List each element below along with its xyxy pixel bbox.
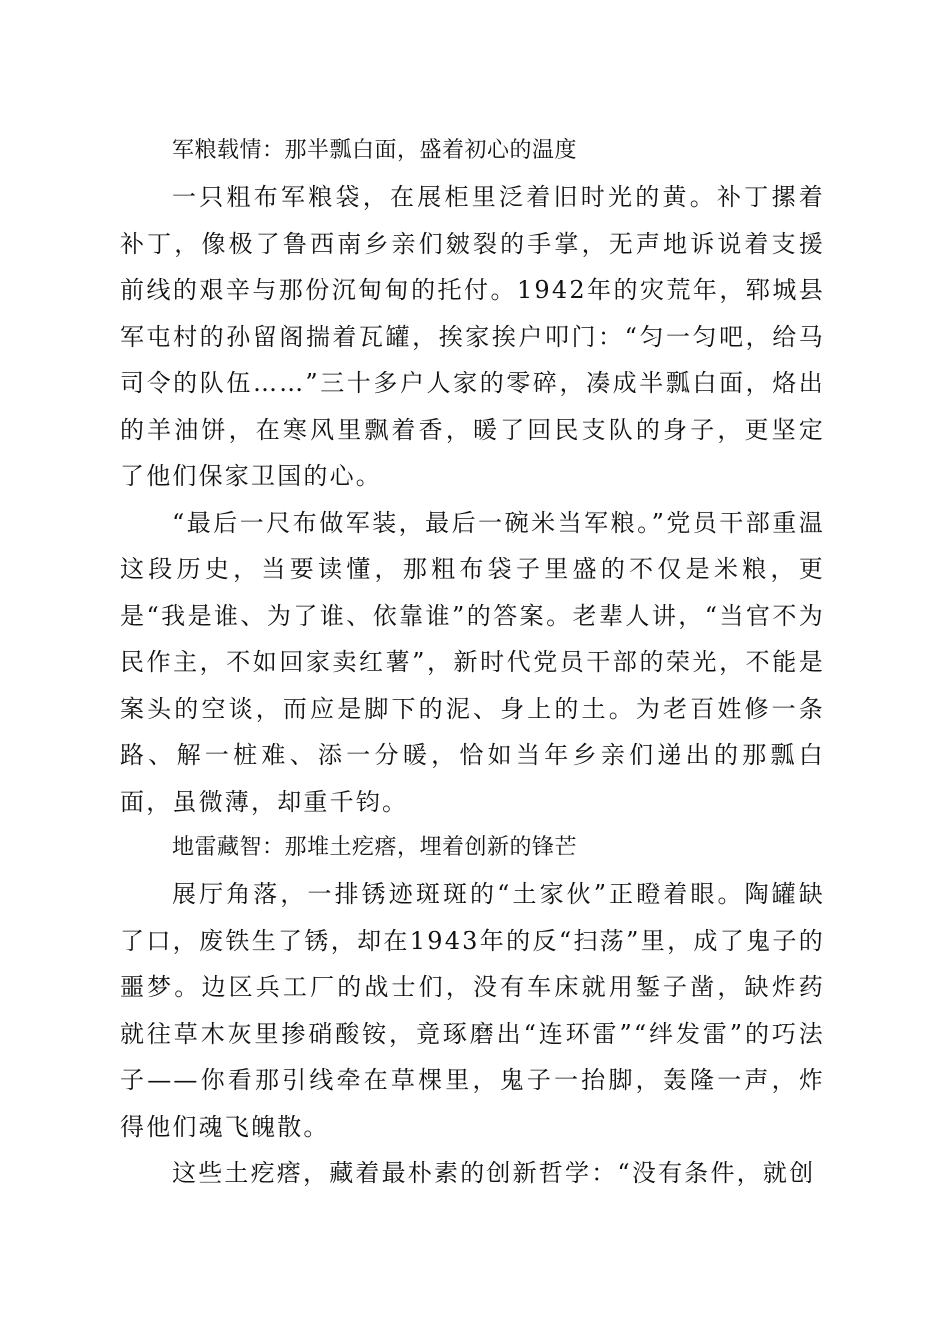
section-landmine-wisdom <box>120 825 825 1197</box>
paragraph: 一只粗布军粮袋，在展柜里泛着旧时光的黄。补丁摞着补丁，像极了鲁西南乡亲们皴裂的手掌，无声地诉说着支援前线的艰辛与那份沉甸甸的托付。1942年的灾荒年，郓城县军屯村的孙留阁揣着瓦罐，挨家挨户叩门：“匀一匀吧，给马司令的队伍……”三十多户人家的零碎，凑成半瓢白面，烙出的羊油饼，在寒风里飘着香，暖了回民支队的身子，更坚定了他们保家卫国的心。 <box>120 183 825 490</box>
document-page <box>120 128 825 1197</box>
section-military-grain <box>120 128 825 825</box>
paragraph: 展厅角落，一排锈迹斑斑的“土家伙”正瞪着眼。陶罐缺了口，废铁生了锈，却在1943年的反“扫荡”里，成了鬼子的噩梦。边区兵工厂的战士们，没有车床就用錾子凿，缺炸药就往草木灰里掺硝酸铵，竟琢磨出“连环雷”“绊发雷”的巧法子——你看那引线牵在草棵里，鬼子一抬脚，轰隆一声，炸得他们魂飞魄散。 <box>120 880 825 1141</box>
paragraph: “最后一尺布做军装，最后一碗米当军粮。”党员干部重温这段历史，当要读懂，那粗布袋子里盛的不仅是米粮，更是“我是谁、为了谁、依靠谁”的答案。老辈人讲，“当官不为民作主，不如回家卖红薯”，新时代党员干部的荣光，不能是案头的空谈，而应是脚下的泥、身上的土。为老百姓修一条路、解一桩难、添一分暖，恰如当年乡亲们递出的那瓢白面，虽微薄，却重千钧。 <box>120 508 825 816</box>
section-heading: 地雷藏智：那堆土疙瘩，埋着创新的锋芒 <box>172 835 578 860</box>
paragraph: 这些土疙瘩，藏着最朴素的创新哲学：“没有条件，就创 <box>172 1159 816 1187</box>
section-heading: 军粮载情：那半瓢白面，盛着初心的温度 <box>172 138 578 163</box>
